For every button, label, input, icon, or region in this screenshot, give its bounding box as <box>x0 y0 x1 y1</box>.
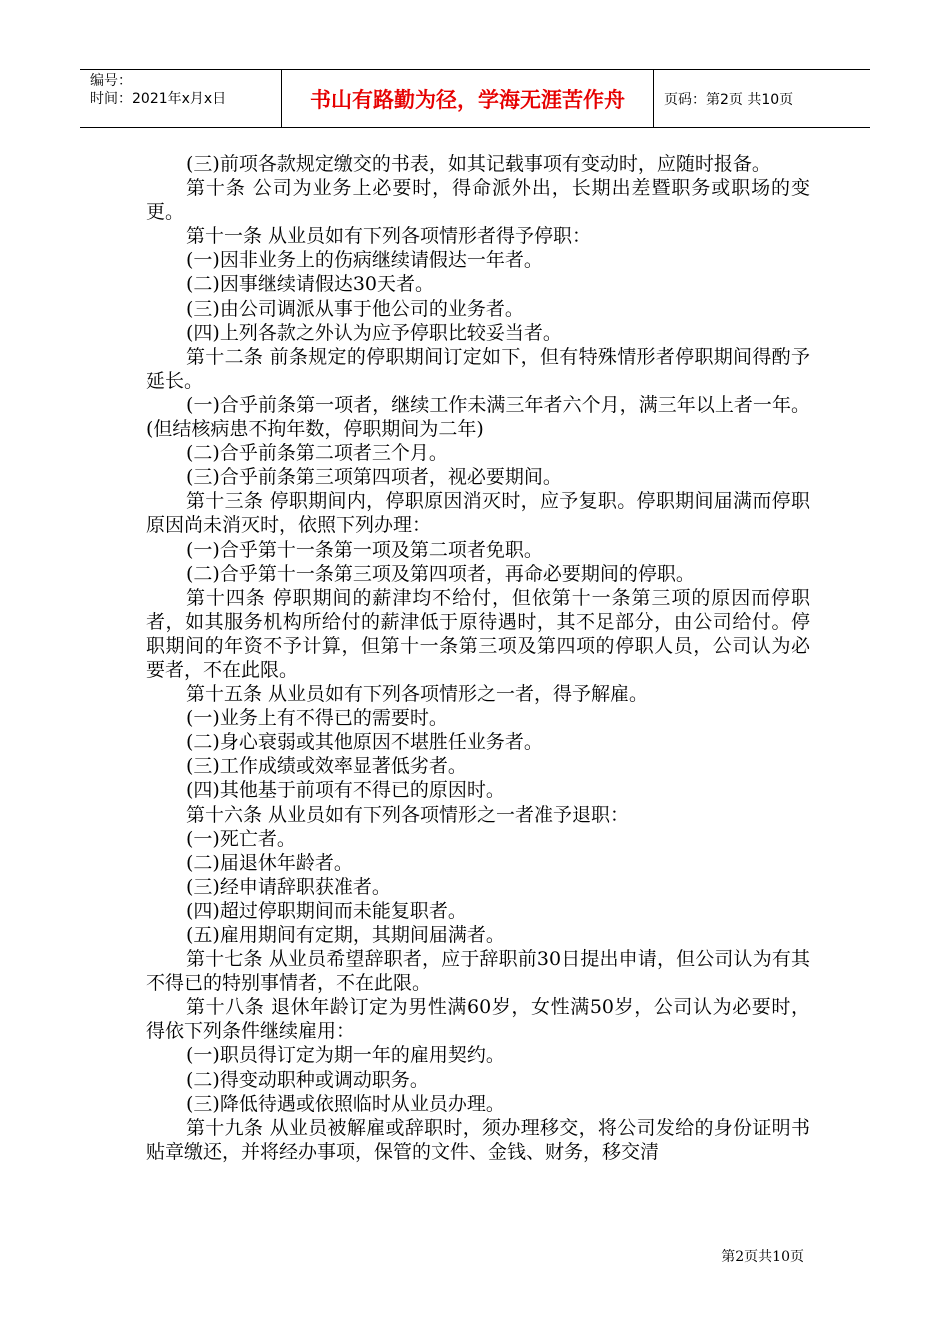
paragraph: 第十七条 从业员希望辞职者，应于辞职前30日提出申请，但公司认为有其不得已的特别事情者，不在此限。 <box>146 948 810 995</box>
paragraph: (三)由公司调派从事于他公司的业务者。 <box>186 297 524 320</box>
page-header <box>80 69 870 128</box>
document-body <box>146 152 810 1164</box>
paragraph: (二)因事继续请假达30天者。 <box>186 273 435 296</box>
footer-page-number: 第2页共10页 <box>721 1249 804 1265</box>
paragraph: (二)合乎第十一条第三项及第四项者，再命必要期间的停职。 <box>186 562 695 585</box>
paragraph: (三)合乎前条第三项第四项者，视必要期间。 <box>186 466 562 489</box>
paragraph: 第十八条 退休年龄订定为男性满60岁，女性满50岁，公司认为必要时，得依下列条件继续雇用： <box>146 996 810 1043</box>
paragraph: (一)合乎前条第一项者，继续工作未满三年者六个月，满三年以上者一年。(但结核病患不拘年数，停职期间为二年) <box>146 393 810 441</box>
header-meta <box>80 70 282 127</box>
paragraph: 第十二条 前条规定的停职期间订定如下，但有特殊情形者停职期间得酌予延长。 <box>146 345 810 392</box>
paragraph: 第十三条 停职期间内，停职原因消灭时，应予复职。停职期间届满而停职原因尚未消灭时，依照下列办理： <box>146 490 810 537</box>
paragraph: (一)合乎第十一条第一项及第二项者免职。 <box>186 538 543 561</box>
paragraph: (三)前项各款规定缴交的书表，如其记载事项有变动时，应随时报备。 <box>186 153 771 175</box>
paragraph: (三)经申请辞职获准者。 <box>186 875 391 898</box>
paragraph: (三)工作成绩或效率显著低劣者。 <box>186 755 467 778</box>
number-label: 编号： <box>90 73 132 89</box>
paragraph: (二)届退休年龄者。 <box>186 851 353 874</box>
paragraph: (一)死亡者。 <box>186 827 296 850</box>
page-footer <box>721 1246 804 1266</box>
paragraph: (二)合乎前条第二项者三个月。 <box>186 442 448 465</box>
paragraph: (五)雇用期间有定期，其期间届满者。 <box>186 924 505 946</box>
paragraph: (四)上列各款之外认为应予停职比较妥当者。 <box>186 321 562 344</box>
paragraph: (一)业务上有不得已的需要时。 <box>186 707 448 730</box>
paragraph: 第十一条 从业员如有下列各项情形者得予停职： <box>186 225 592 248</box>
paragraph: (四)超过停职期间而未能复职者。 <box>186 899 467 922</box>
paragraph: 第十九条 从业员被解雇或辞职时，须办理移交，将公司发给的身份证明书贴章缴还，并将经办事项，保管的文件、金钱、财务，移交清 <box>146 1116 810 1163</box>
header-page-cell <box>654 70 870 127</box>
header-motto-cell <box>282 70 654 127</box>
paragraph: (二)得变动职种或调动职务。 <box>186 1068 429 1091</box>
paragraph: 第十五条 从业员如有下列各项情形之一者，得予解雇。 <box>186 683 649 706</box>
paragraph: (二)身心衰弱或其他原因不堪胜任业务者。 <box>186 731 543 754</box>
time-label: 时间：2021年x月x日 <box>90 91 227 107</box>
paragraph: 第十四条 停职期间的薪津均不给付，但依第十一条第三项的原因而停职者，如其服务机构所给付的薪津低于原待遇时，其不足部分，由公司给付。停职期间的年资不予计算，但第十一条第三项及第四项的停职人员，公司认为必要者，不在此限。 <box>146 586 810 681</box>
paragraph: 第十条 公司为业务上必要时，得命派外出，长期出差暨职务或职场的变更。 <box>146 177 810 224</box>
paragraph: 第十六条 从业员如有下列各项情形之一者准予退职： <box>186 803 630 826</box>
page-number-label: 页码：第2页 共10页 <box>664 91 794 108</box>
paragraph: (一)职员得订定为期一年的雇用契约。 <box>186 1044 505 1067</box>
motto-text: 书山有路勤为径，学海无涯苦作舟 <box>310 87 625 112</box>
paragraph: (三)降低待遇或依照临时从业员办理。 <box>186 1092 505 1115</box>
paragraph: (一)因非业务上的伤病继续请假达一年者。 <box>186 249 543 272</box>
paragraph: (四)其他基于前项有不得已的原因时。 <box>186 779 505 802</box>
